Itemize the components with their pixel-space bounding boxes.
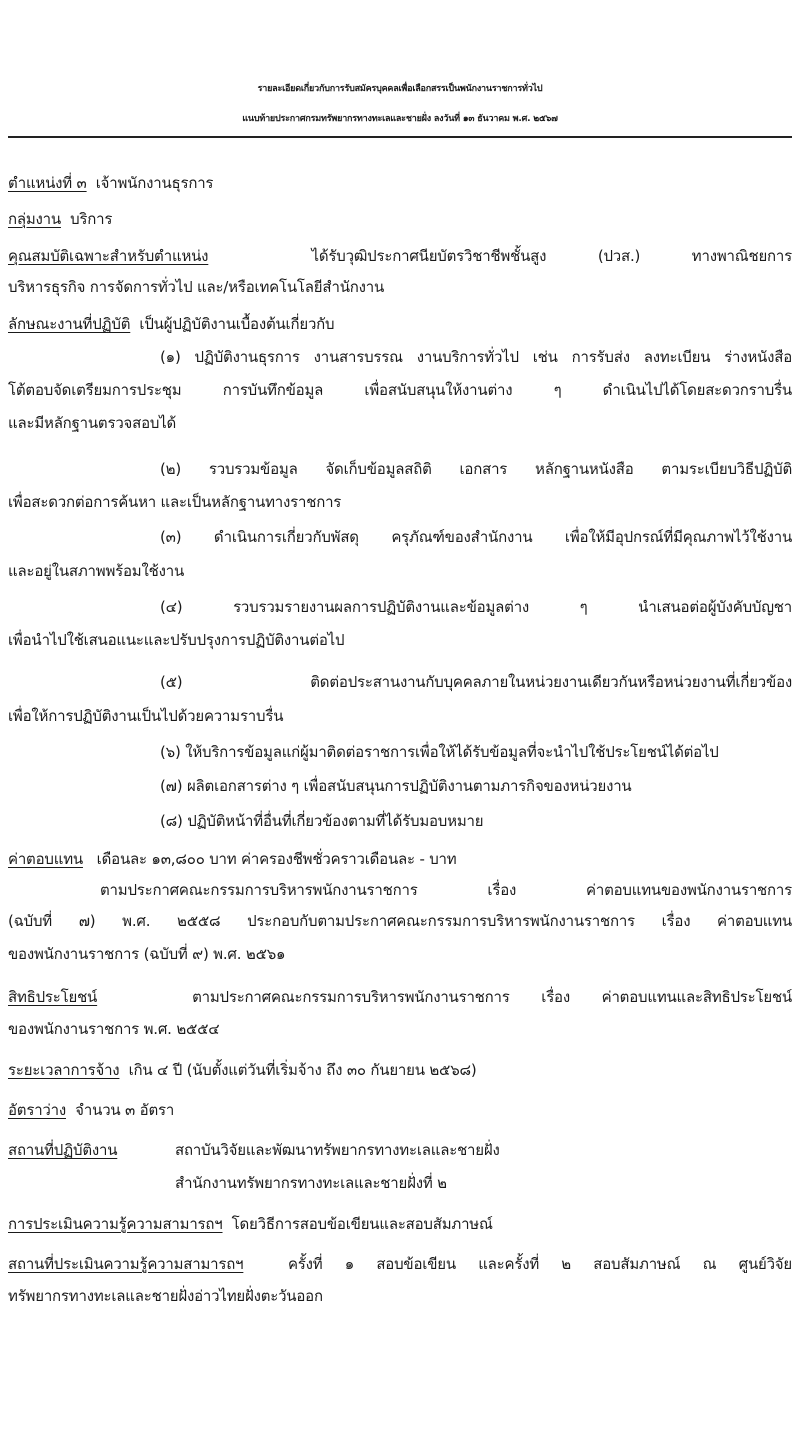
- duty-3-line-1: (๓) ดำเนินการเกี่ยวกับพัสดุ ครุภัณฑ์ของสำนักงาน เพื่อให้มีอุปกรณ์ที่มีคุณภาพไว้ใช้งาน: [160, 528, 792, 546]
- compensation-label: ค่าตอบแทน: [8, 850, 83, 868]
- assessment-place-label: สถานที่ประเมินความรู้ความสามารถฯ: [8, 1255, 244, 1273]
- duty-1-line-1: (๑) ปฏิบัติงานธุรการ งานสารบรรณ งานบริการทั่วไป เช่น การรับส่ง ลงทะเบียน ร่างหนังสือ: [160, 348, 792, 366]
- workplace-value-2: สำนักงานทรัพยากรทางทะเลและชายฝั่งที่ ๒: [175, 1174, 447, 1192]
- workplace-label: สถานที่ปฏิบัติงาน: [8, 1141, 118, 1159]
- duty-3-line-2: และอยู่ในสภาพพร้อมใช้งาน: [8, 562, 184, 580]
- compensation-line: [8, 843, 792, 876]
- position-label: ตำแหน่งที่ ๓: [8, 174, 87, 192]
- position-value: เจ้าพนักงานธุรการ: [95, 174, 214, 192]
- duty-1-line-2: โต้ตอบจัดเตรียมการประชุม การบันทึกข้อมูล เพื่อสนับสนุนให้งานต่าง ๆ ดำเนินไปได้โดยสะดวกราบรื่น: [8, 381, 792, 399]
- compensation-line-4: ของพนักงานราชการ (ฉบับที่ ๙) พ.ศ. ๒๕๖๑: [8, 945, 286, 963]
- qualification-line-1: [8, 240, 792, 273]
- vacancy-value: จำนวน ๓ อัตรา: [75, 1101, 175, 1119]
- vacancy-label: อัตราว่าง: [8, 1101, 66, 1119]
- group-value: บริการ: [70, 210, 113, 228]
- term-line: [8, 1054, 792, 1087]
- compensation-line-3: (ฉบับที่ ๗) พ.ศ. ๒๕๕๘ ประกอบกับตามประกาศคณะกรรมการบริหารพนักงานราชการ เรื่อง ค่าตอบแทน: [8, 912, 792, 930]
- duty-5-line-1: (๕) ติดต่อประสานงานกับบุคคลภายในหน่วยงานเดียวกันหรือหน่วยงานที่เกี่ยวข้อง: [160, 673, 792, 691]
- assessment-value: โดยวิธีการสอบข้อเขียนและสอบสัมภาษณ์: [231, 1215, 493, 1233]
- assessment-place-line-2: ทรัพยากรทางทะเลและชายฝั่งอ่าวไทยฝั่งตะวันออก: [8, 1287, 323, 1305]
- duty-8: (๘) ปฏิบัติหน้าที่อื่นที่เกี่ยวข้องตามที่ได้รับมอบหมาย: [160, 812, 484, 830]
- duty-6: (๖) ให้บริการข้อมูลแก่ผู้มาติดต่อราชการเพื่อให้ได้รับข้อมูลที่จะนำไปใช้ประโยชน์ได้ต่อไป: [160, 743, 719, 761]
- group-line: [8, 203, 792, 236]
- qualification-label: คุณสมบัติเฉพาะสำหรับตำแหน่ง: [8, 247, 209, 265]
- vacancy-line: [8, 1094, 792, 1127]
- duty-7: (๗) ผลิตเอกสารต่าง ๆ เพื่อสนับสนุนการปฏิบัติงานตามภารกิจของหน่วยงาน: [160, 777, 632, 795]
- benefits-line: [8, 981, 792, 1014]
- assessment-label: การประเมินความรู้ความสามารถฯ: [8, 1215, 223, 1233]
- position-line: [8, 167, 792, 200]
- qualification-value: ได้รับวุฒิประกาศนียบัตรวิชาชีพชั้นสูง (ปวส.) ทางพาณิชยการ: [311, 247, 793, 265]
- duty-2-line-2: เพื่อสะดวกต่อการค้นหา และเป็นหลักฐานทางราชการ: [8, 493, 342, 511]
- assessment-place-value: ครั้งที่ ๑ สอบข้อเขียน และครั้งที่ ๒ สอบสัมภาษณ์ ณ ศูนย์วิจัย: [287, 1255, 792, 1273]
- assessment-place-line: [8, 1248, 792, 1281]
- duties-intro: เป็นผู้ปฏิบัติงานเบื้องต้นเกี่ยวกับ: [139, 315, 335, 333]
- workplace-value-1: สถาบันวิจัยและพัฒนาทรัพยากรทางทะเลและชายฝั่ง: [175, 1141, 500, 1159]
- assessment-line: [8, 1208, 792, 1241]
- compensation-line-2: ตามประกาศคณะกรรมการบริหารพนักงานราชการ เรื่อง ค่าตอบแทนของพนักงานราชการ: [100, 881, 792, 899]
- document-header: [0, 74, 800, 134]
- term-value: เกิน ๔ ปี (นับตั้งแต่วันที่เริ่มจ้าง ถึง ๓๐ กันยายน ๒๕๖๘): [128, 1061, 477, 1079]
- duty-5-line-2: เพื่อให้การปฏิบัติงานเป็นไปด้วยความราบรื่น: [8, 707, 284, 725]
- duty-4-line-1: (๔) รวบรวมรายงานผลการปฏิบัติงานและข้อมูลต่าง ๆ นำเสนอต่อผู้บังคับบัญชา: [160, 598, 792, 616]
- duties-line: [8, 308, 792, 341]
- benefits-value: ตามประกาศคณะกรรมการบริหารพนักงานราชการ เรื่อง ค่าตอบแทนและสิทธิประโยชน์: [192, 988, 792, 1006]
- header-subtitle: แนบท้ายประกาศกรมทรัพยากรทางทะเลและชายฝั่ง ลงวันที่ ๑๓ ธันวาคม พ.ศ. ๒๕๖๗: [242, 114, 558, 124]
- term-label: ระยะเวลาการจ้าง: [8, 1061, 120, 1079]
- duty-1-line-3: และมีหลักฐานตรวจสอบได้: [8, 414, 177, 432]
- group-label: กลุ่มงาน: [8, 210, 61, 228]
- benefits-label: สิทธิประโยชน์: [8, 988, 98, 1006]
- benefits-line-2: ของพนักงานราชการ พ.ศ. ๒๕๕๔: [8, 1020, 220, 1038]
- header-title: รายละเอียดเกี่ยวกับการรับสมัครบุคคลเพื่อเลือกสรรเป็นพนักงานราชการทั่วไป: [257, 84, 543, 94]
- header-rule: [8, 136, 792, 138]
- duty-4-line-2: เพื่อนำไปใช้เสนอแนะและปรับปรุงการปฏิบัติงานต่อไป: [8, 631, 345, 649]
- compensation-value: เดือนละ ๑๓,๘๐๐ บาท ค่าครองชีพชั่วคราวเดือนละ - บาท: [96, 850, 457, 868]
- duty-2-line-1: (๒) รวบรวมข้อมูล จัดเก็บข้อมูลสถิติ เอกสาร หลักฐานหนังสือ ตามระเบียบวิธีปฏิบัติ: [160, 460, 792, 478]
- qualification-line-2: บริหารธุรกิจ การจัดการทั่วไป และ/หรือเทคโนโลยีสำนักงาน: [8, 278, 385, 296]
- duties-label: ลักษณะงานที่ปฏิบัติ: [8, 315, 131, 333]
